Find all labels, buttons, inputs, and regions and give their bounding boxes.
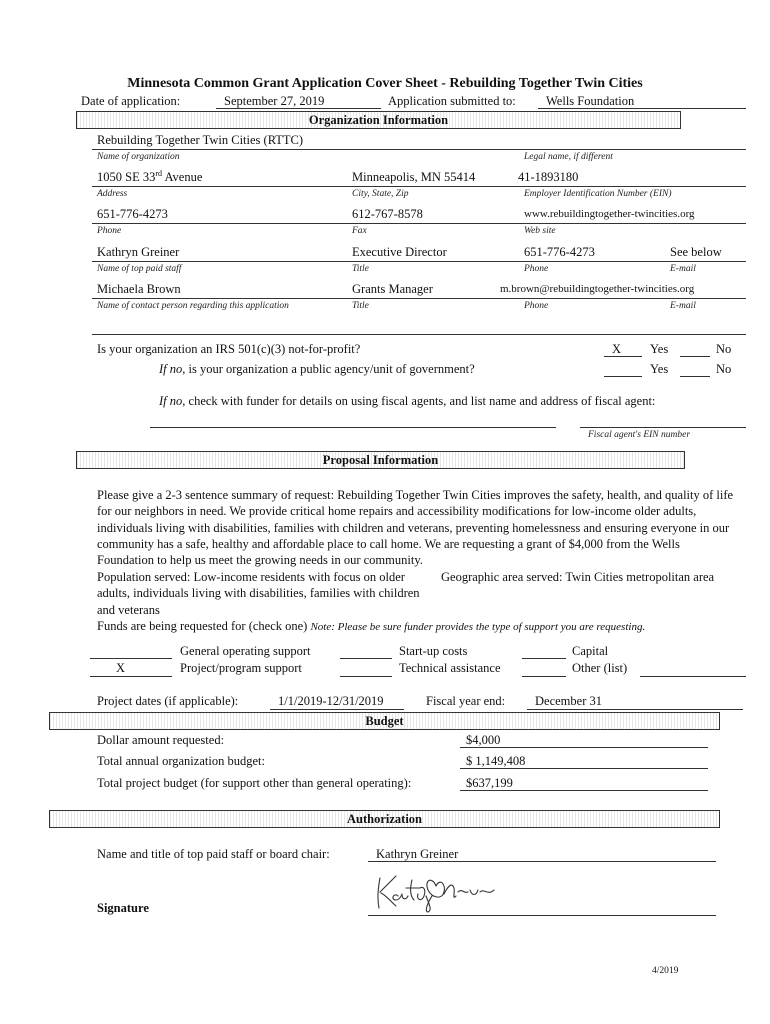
top-phone-label: Phone — [524, 264, 549, 274]
top-staff-label: Name of top paid staff — [97, 264, 182, 274]
fiscal-agent-line[interactable] — [150, 427, 556, 428]
website-label: Web site — [524, 226, 556, 236]
proposal-section-title: Proposal Information — [322, 453, 439, 467]
project-dates-value[interactable]: 1/1/2019-12/31/2019 — [278, 694, 384, 708]
other-label: Other (list) — [572, 661, 628, 675]
city-label: City, State, Zip — [352, 189, 409, 199]
authorization-section-header — [49, 810, 720, 828]
irs-no-blank[interactable] — [680, 356, 710, 357]
date-label: Date of application: — [81, 94, 181, 108]
signature-scribble — [372, 866, 502, 914]
top-email-value[interactable]: See below — [670, 245, 722, 259]
phone-label: Phone — [97, 226, 122, 236]
irs-question: Is your organization an IRS 501(c)(3) not-for-profit? — [97, 342, 361, 356]
auth-name-label: Name and title of top paid staff or board chair: — [97, 847, 330, 861]
capital-label: Capital — [572, 644, 609, 658]
fiscal-ein-line[interactable] — [580, 427, 746, 428]
email-label: E-mail — [670, 264, 696, 274]
address-label: Address — [97, 189, 128, 199]
fax-label: Fax — [352, 226, 367, 236]
irs-yes-mark[interactable]: X — [612, 342, 622, 356]
legal-name-label: Legal name, if different — [524, 152, 613, 162]
signature-line[interactable] — [368, 915, 716, 916]
other-list-line[interactable] — [640, 676, 746, 677]
org-section-header — [76, 111, 681, 129]
general-operating-label: General operating support — [180, 644, 311, 658]
fiscal-year-label: Fiscal year end: — [426, 694, 506, 708]
irs-yes-label: Yes — [650, 342, 669, 356]
org-name[interactable]: Rebuilding Together Twin Cities (RTTC) — [97, 133, 304, 147]
gov-yes-label: Yes — [650, 362, 669, 376]
other-blank[interactable] — [522, 676, 566, 677]
phone-value[interactable]: 651-776-4273 — [97, 207, 168, 221]
top-phone-value[interactable]: 651-776-4273 — [524, 245, 595, 259]
gov-no-label: No — [716, 362, 732, 376]
startup-label: Start-up costs — [399, 644, 468, 658]
contact-phone-label: Phone — [524, 301, 549, 311]
contact-value[interactable]: Michaela Brown — [97, 282, 181, 296]
gov-question — [159, 362, 475, 377]
title-label: Title — [352, 264, 369, 274]
org-section-title: Organization Information — [308, 113, 449, 127]
form-title: Minnesota Common Grant Application Cover Sheet - Rebuilding Together Twin Cities — [127, 76, 643, 91]
technical-label: Technical assistance — [399, 661, 501, 675]
capital-blank[interactable] — [522, 658, 566, 659]
website-value[interactable]: www.rebuildingtogether-twincities.org — [524, 208, 695, 220]
project-dates-label: Project dates (if applicable): — [97, 694, 239, 708]
budget-section-title: Budget — [365, 714, 404, 728]
ein-value[interactable]: 41-1893180 — [518, 170, 579, 184]
contact-label: Name of contact person regarding this application — [97, 301, 289, 311]
signature-image — [372, 866, 502, 914]
city-value[interactable]: Minneapolis, MN 55414 — [352, 170, 476, 184]
project-support-label: Project/program support — [180, 661, 302, 675]
signature-label: Signature — [97, 901, 149, 915]
irs-no-label: No — [716, 342, 732, 356]
fiscal-if-no: If no — [159, 394, 183, 408]
requested-label: Dollar amount requested: — [97, 733, 225, 747]
org-name-label: Name of organization — [97, 152, 180, 162]
address-value[interactable] — [97, 170, 202, 185]
contact-email-label: E-mail — [670, 301, 696, 311]
budget-section-header — [49, 712, 720, 730]
annual-budget-value[interactable]: $ 1,149,408 — [466, 754, 526, 768]
authorization-section-title: Authorization — [347, 812, 422, 826]
address-rest: Avenue — [162, 170, 203, 184]
gov-if-no: If no — [159, 362, 183, 376]
annual-budget-label: Total annual organization budget: — [97, 754, 265, 768]
startup-blank[interactable] — [340, 658, 392, 659]
contact-email-value[interactable]: m.brown@rebuildingtogether-twincities.org — [500, 283, 695, 295]
gov-no-blank[interactable] — [680, 376, 710, 377]
gov-yes-blank[interactable] — [604, 376, 642, 377]
submitted-value[interactable]: Wells Foundation — [546, 94, 635, 108]
top-title-value[interactable]: Executive Director — [352, 245, 447, 259]
general-operating-blank[interactable] — [90, 658, 172, 659]
fiscal-ein-label: Fiscal agent's EIN number — [588, 430, 691, 440]
fiscal-instruction-text: , check with funder for details on using fiscal agents, and list name and address of fiscal agent: — [182, 394, 656, 408]
contact-title-label: Title — [352, 301, 369, 311]
funds-note: Note: Please be sure funder provides the type of support you are requesting. — [310, 621, 646, 633]
technical-blank[interactable] — [340, 676, 392, 677]
top-staff-value[interactable]: Kathryn Greiner — [97, 245, 180, 259]
address-suffix: rd — [155, 168, 163, 178]
geographic-area[interactable]: Geographic area served: Twin Cities metropolitan area — [441, 570, 715, 584]
project-budget-label: Total project budget (for support other than general operating): — [97, 776, 412, 790]
ein-label: Employer Identification Number (EIN) — [524, 189, 672, 199]
gov-question-text: , is your organization a public agency/unit of government? — [182, 362, 475, 376]
date-value[interactable]: September 27, 2019 — [224, 94, 325, 108]
fiscal-year-value[interactable]: December 31 — [535, 694, 602, 708]
auth-name-value[interactable]: Kathryn Greiner — [376, 847, 459, 861]
funds-label: Funds are being requested for (check one) — [97, 619, 308, 633]
address-main: 1050 SE 33 — [97, 170, 156, 184]
contact-title-value[interactable]: Grants Manager — [352, 282, 433, 296]
requested-value[interactable]: $4,000 — [466, 733, 501, 747]
form-version: 4/2019 — [652, 966, 679, 976]
population-served[interactable]: Population served: Low-income residents with focus on older adults, individuals living with disabilities, families with children and veterans — [97, 570, 420, 617]
project-support-mark[interactable]: X — [116, 661, 126, 675]
proposal-section-header — [76, 451, 685, 469]
fax-value[interactable]: 612-767-8578 — [352, 207, 423, 221]
submitted-label: Application submitted to: — [388, 94, 516, 108]
funds-requested — [97, 619, 645, 634]
fiscal-agent-instruction — [159, 394, 655, 409]
proposal-summary[interactable]: Please give a 2-3 sentence summary of request: Rebuilding Together Twin Cities improves the safety, health, and quality of life for our neighbors in need. We provide critical home repairs and accessibility modifications for low-income older adults, individuals living with disabilities, families with children and veterans, preventing homelessness and ensuring everyone in our community has a safe, healthy and affordable place to call home. We are requesting a grant of $4,000 from the Wells Foundation to help us meet the growing needs in our community. — [97, 488, 734, 568]
project-budget-value[interactable]: $637,199 — [466, 776, 513, 790]
